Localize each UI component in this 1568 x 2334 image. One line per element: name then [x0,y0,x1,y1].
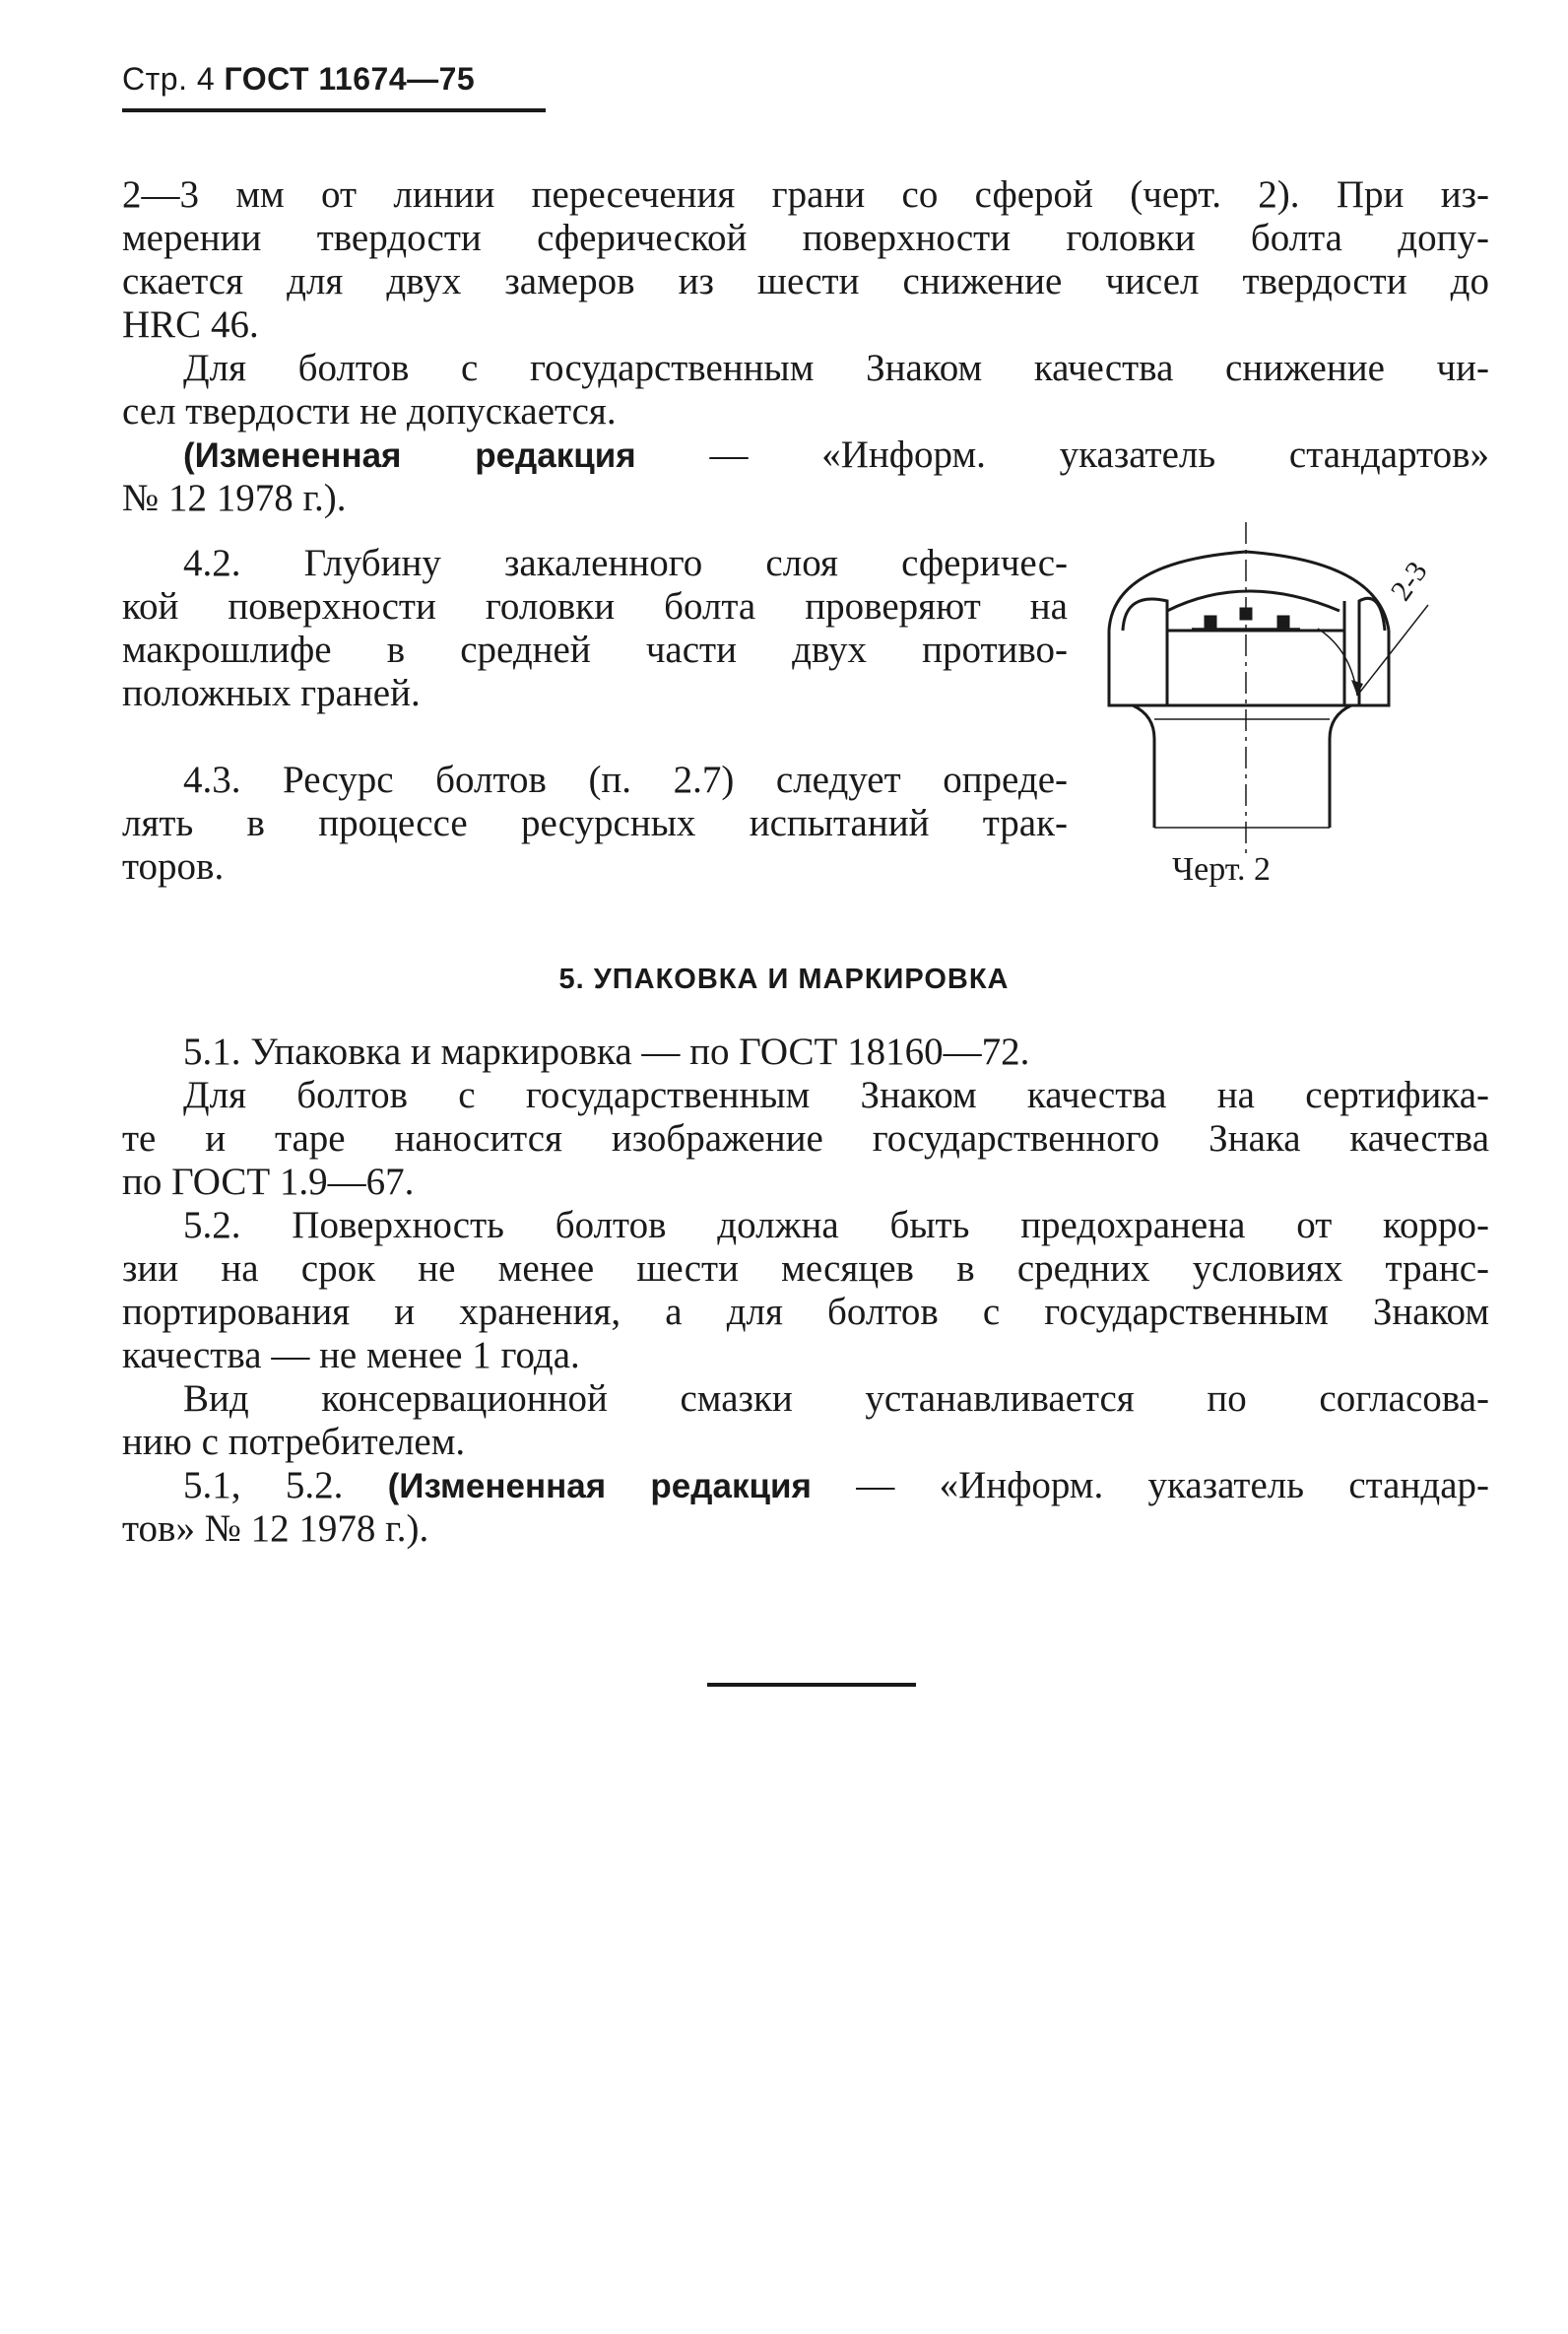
text-line: нию с потребителем. [122,1421,466,1463]
text-line: сел твердости не допускается. [122,390,617,433]
header-rule [122,108,546,112]
page-number: Стр. 4 [122,61,216,97]
standard-code: ГОСТ 11674—75 [224,61,476,97]
text-line: зии на срок не менее шести месяцев в средних условиях транс- [122,1247,1489,1290]
bolt-head-drawing [1093,522,1507,926]
paragraph-4-3 [122,759,1068,889]
text-line: скается для двух замеров из шести снижение чисел твердости до [122,260,1489,302]
end-rule [707,1683,916,1687]
amendment-text: — «Информ. указатель стандартов» [635,433,1489,476]
amendment-text: — «Информ. указатель стандар- [811,1464,1489,1506]
text-line: тов» № 12 1978 г.). [122,1507,429,1550]
page-header [122,61,546,98]
paragraph-hardness [122,173,1489,347]
paragraph-5-1-quality [122,1074,1489,1204]
text-line: макрошлифе в средней части двух противо- [122,629,1068,671]
amendment-bold: (Измененная редакция [183,436,636,475]
text-line: мерении твердости сферической поверхности головки болта допу- [122,217,1489,259]
text-line: 5.2. Поверхность болтов должна быть предохранена от корро- [183,1204,1489,1246]
paragraph-amendment-5 [122,1464,1489,1551]
text-line: 2—3 мм от линии пересечения грани со сферой (черт. 2). При из- [122,173,1489,216]
text-line [122,1464,1489,1507]
paragraph-quality-mark [122,347,1489,433]
text-line: лять в процессе ресурсных испытаний трак- [122,802,1068,844]
text-line: кой поверхности головки болта проверяют на [122,585,1068,628]
amendment-bold: (Измененная редакция [387,1467,812,1505]
paragraph-4-2 [122,542,1068,715]
paragraph-5-1 [122,1031,1489,1074]
paragraph-amendment [122,433,1489,520]
text-line: 5.1. Упаковка и маркировка — по ГОСТ 18160—72. [183,1031,1030,1073]
text-line: положных граней. [122,672,421,714]
text-line: 4.2. Глубину закаленного слоя сферичес- [183,542,1068,584]
amendment-prefix: 5.1, 5.2. [183,1464,388,1506]
text-line: торов. [122,845,225,888]
text-line: 4.3. Ресурс болтов (п. 2.7) следует опреде- [183,759,1068,801]
text-line: HRC 46. [122,303,259,346]
paragraph-5-2 [122,1204,1489,1377]
text-line: по ГОСТ 1.9—67. [122,1161,415,1203]
text-line: № 12 1978 г.). [122,477,347,519]
text-line: Для болтов с государственным Знаком качества на сертифика- [183,1074,1489,1116]
dimension-label: 2-3 [1384,556,1434,607]
text-line: Вид консервационной смазки устанавливается по согласова- [183,1377,1489,1420]
paragraph-lubricant [122,1377,1489,1464]
text-line [122,433,1489,477]
text-line: портирования и хранения, а для болтов с государственным Знаком [122,1291,1489,1333]
text-line: те и таре наносится изображение государственного Знака качества [122,1117,1489,1160]
text-line: качества — не менее 1 года. [122,1334,580,1376]
figure-caption: Черт. 2 [1172,851,1272,888]
text-line: Для болтов с государственным Знаком качества снижение чи- [183,347,1489,389]
section-title: 5. УПАКОВКА И МАРКИРОВКА [558,964,1010,995]
